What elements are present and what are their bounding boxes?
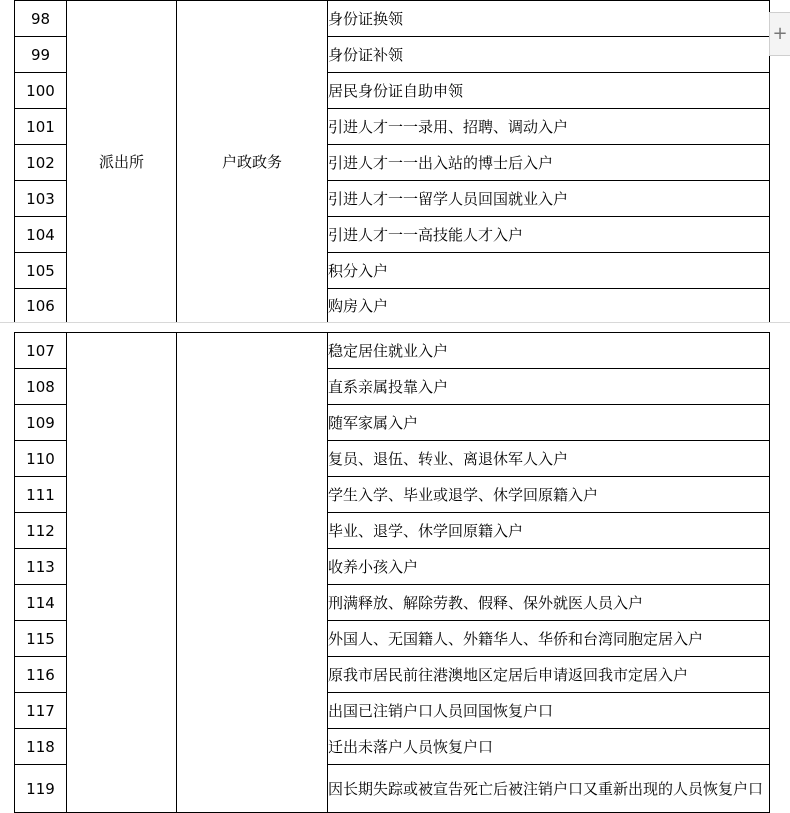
row-number: 99 bbox=[15, 37, 67, 73]
service-item: 外国人、无国籍人、外籍华人、华侨和台湾同胞定居入户 bbox=[328, 621, 770, 657]
services-table-page-2 bbox=[14, 332, 770, 813]
service-item: 原我市居民前往港澳地区定居后申请返回我市定居入户 bbox=[328, 657, 770, 693]
service-item: 积分入户 bbox=[328, 253, 770, 289]
row-number: 113 bbox=[15, 549, 67, 585]
row-number: 104 bbox=[15, 217, 67, 253]
row-number: 116 bbox=[15, 657, 67, 693]
services-table-page-1 bbox=[14, 0, 770, 324]
service-item: 引进人才一一录用、招聘、调动入户 bbox=[328, 109, 770, 145]
row-number: 101 bbox=[15, 109, 67, 145]
service-item: 出国已注销户口人员回国恢复户口 bbox=[328, 693, 770, 729]
table-row bbox=[15, 333, 770, 369]
row-number: 117 bbox=[15, 693, 67, 729]
service-item: 直系亲属投靠入户 bbox=[328, 369, 770, 405]
row-number: 106 bbox=[15, 289, 67, 324]
add-icon[interactable]: + bbox=[769, 12, 790, 56]
row-number: 111 bbox=[15, 477, 67, 513]
service-item: 迁出未落户人员恢复户口 bbox=[328, 729, 770, 765]
row-number: 102 bbox=[15, 145, 67, 181]
service-item: 引进人才一一高技能人才入户 bbox=[328, 217, 770, 253]
service-item: 身份证换领 bbox=[328, 1, 770, 37]
row-number: 107 bbox=[15, 333, 67, 369]
service-item: 引进人才一一出入站的博士后入户 bbox=[328, 145, 770, 181]
service-item: 身份证补领 bbox=[328, 37, 770, 73]
row-number: 119 bbox=[15, 765, 67, 813]
row-number: 108 bbox=[15, 369, 67, 405]
department-cell bbox=[67, 333, 177, 813]
service-item: 因长期失踪或被宣告死亡后被注销户口又重新出现的人员恢复户口 bbox=[328, 765, 770, 813]
row-number: 109 bbox=[15, 405, 67, 441]
service-item: 随军家属入户 bbox=[328, 405, 770, 441]
row-number: 105 bbox=[15, 253, 67, 289]
service-item: 复员、退伍、转业、离退休军人入户 bbox=[328, 441, 770, 477]
service-item: 学生入学、毕业或退学、休学回原籍入户 bbox=[328, 477, 770, 513]
service-item: 购房入户 bbox=[328, 289, 770, 324]
row-number: 114 bbox=[15, 585, 67, 621]
service-item: 稳定居住就业入户 bbox=[328, 333, 770, 369]
row-number: 118 bbox=[15, 729, 67, 765]
service-item: 引进人才一一留学人员回国就业入户 bbox=[328, 181, 770, 217]
service-item: 居民身份证自助申领 bbox=[328, 73, 770, 109]
row-number: 112 bbox=[15, 513, 67, 549]
service-item: 收养小孩入户 bbox=[328, 549, 770, 585]
row-number: 98 bbox=[15, 1, 67, 37]
department-cell: 派出所 bbox=[67, 1, 177, 324]
table-row bbox=[15, 1, 770, 37]
service-item: 毕业、退学、休学回原籍入户 bbox=[328, 513, 770, 549]
service-item: 刑满释放、解除劳教、假释、保外就医人员入户 bbox=[328, 585, 770, 621]
row-number: 100 bbox=[15, 73, 67, 109]
row-number: 110 bbox=[15, 441, 67, 477]
row-number: 103 bbox=[15, 181, 67, 217]
category-cell bbox=[177, 333, 328, 813]
row-number: 115 bbox=[15, 621, 67, 657]
category-cell: 户政政务 bbox=[177, 1, 328, 324]
